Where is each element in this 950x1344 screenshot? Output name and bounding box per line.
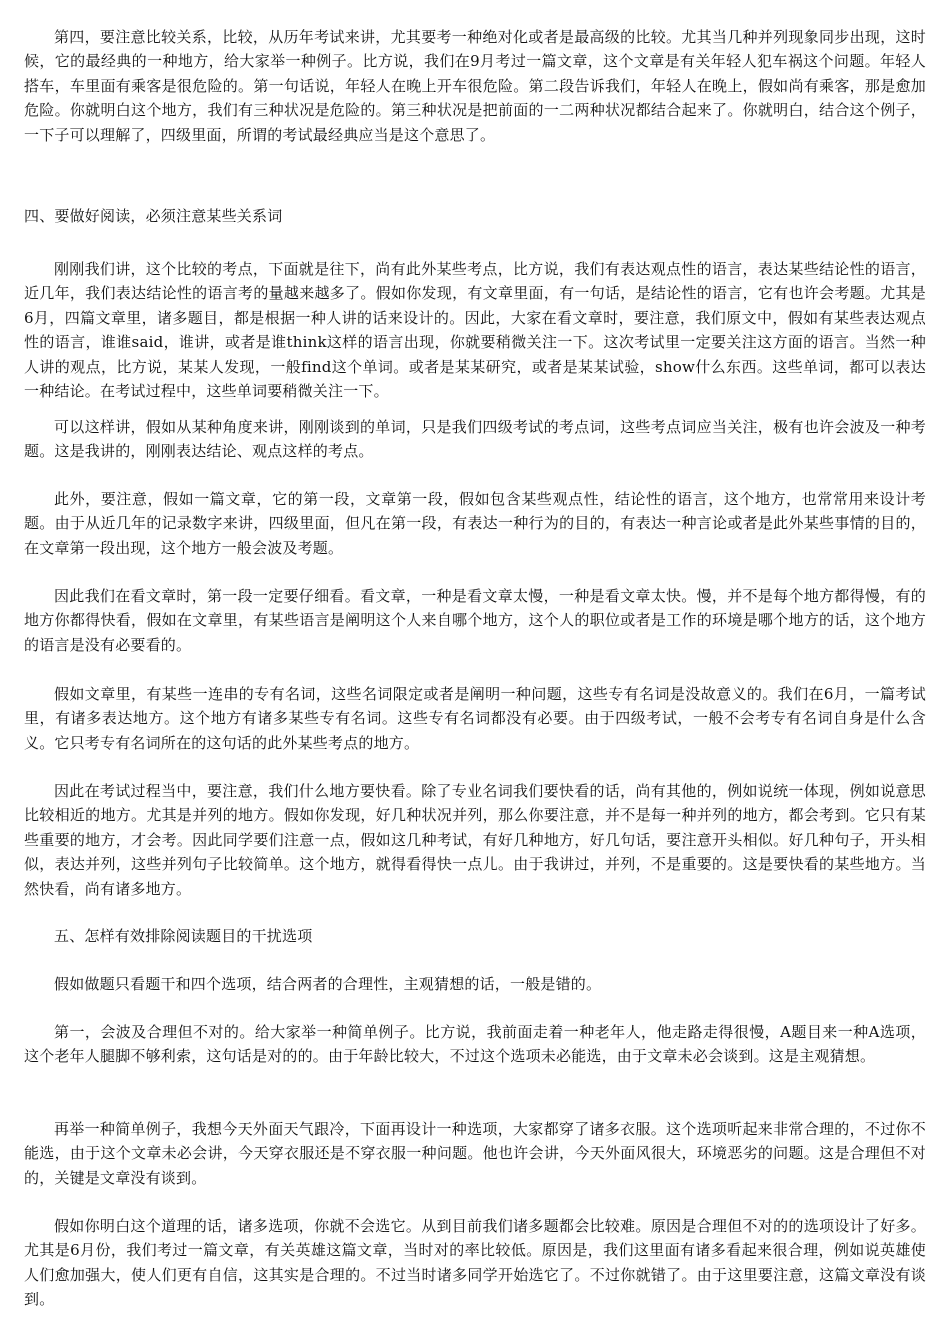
paragraph-reading-speed: 因此我们在看文章时，第一段一定要仔细看。看文章，一种是看文章太慢，一种是看文章太快。慢，并不是每个地方都得慢，有的地方你都得快看，假如在文章里，有某些语言是阐明这个人来自哪个地方，这个人的职位或者是工作的环境是哪个地方的话，这个地方的语言是没有必要看的。 (24, 587, 926, 654)
paragraph-subjective-guessing: 假如做题只看题干和四个选项，结合两者的合理性，主观猜想的话，一般是错的。 (54, 975, 602, 993)
paragraph-first-paragraph-viewpoints: 此外，要注意，假如一篇文章，它的第一段，文章第一段，假如包含某些观点性，结论性的语言，这个地方，也常常用来设计考题。由于从近几年的记录数字来讲，四级里面，但凡在第一段，有表达一种行为的目的，有表达一种言论或者是此外某些事情的目的，在文章第一段出现，这个地方一般会波及考题。 (24, 490, 926, 557)
paragraph-conclusion-language: 刚刚我们讲，这个比较的考点，下面就是往下，尚有此外某些考点，比方说，我们有表达观点性的语言，表达某些结论性的语言，近几年，我们表达结论性的语言考的量越来越多了。假如你发现，有文章里面，有一句话，是结论性的语言，它有也许会考题。尤其是6月，四篇文章里，诸多题目，都是根据一种人讲的话来设计的。因此，大家在看文章时，要注意，我们原文中，假如有某些表达观点性的语言，谁谁said，谁讲，或者是谁think这样的语言出现，你就要稍微关注一下。这次考试里一定要关注这方面的语言。当然一种人讲的观点，比方说，某某人发现，一般find这个单词。或者是某某研究，或者是某某试验，show什么东西。这些单词，都可以表达一种结论。在考试过程中，这些单词要稍微关注一下。 (24, 260, 926, 401)
section-heading-four: 四、要做好阅读，必须注意某些关系词 (24, 207, 283, 225)
paragraph-comparison-relation: 第四，要注意比较关系，比较，从历年考试来讲，尤其要考一种绝对化或者是最高级的比较。尤其当几种并列现象同步出现，这时候，它的最经典的一种地方，给大家举一种例子。比方说，我们在9月考过一篇文章，这个文章是有关年轻人犯车祸这个问题。年轻人搭车，车里面有乘客是很危险的。第一句话说，年轻人在晚上开车很危险。第二段告诉我们，年轻人在晚上，假如尚有乘客，那是愈加危险。你就明白这个地方，我们有三种状况是危险的。第三种状况是把前面的一二两种状况都结合起来了。你就明白，结合这个例子，一下子可以理解了，四级里面，所谓的考试最经典应当是这个意思了。 (24, 28, 926, 144)
paragraph-hero-article-example: 假如你明白这个道理的话，诸多选项，你就不会选它。从到目前我们诸多题都会比较难。原因是合理但不对的的选项设计了好多。尤其是6月份，我们考过一篇文章，有关英雄这篇文章，当时对的率比较低。原因是，我们这里面有诸多看起来很合理，例如说英雄使人们愈加强大，使人们更有自信，这其实是合理的。不过当时诸多同学开始选它了。不过你就错了。由于这里要注意，这篇文章没有谈到。 (24, 1217, 926, 1309)
section-heading-five: 五、怎样有效排除阅读题目的干扰选项 (54, 927, 313, 945)
paragraph-reasonable-but-wrong-example-one: 第一，会波及合理但不对的。给大家举一种简单例子。比方说，我前面走着一种老年人，他走路走得很慢，A题目来一种A选项，这个老年人腿脚不够利索，这句话是对的的。由于年龄比较大，不过这个选项未必能选，由于文章未必会谈到。这是主观猜想。 (24, 1023, 926, 1066)
paragraph-exam-keywords: 可以这样讲，假如从某种角度来讲，刚刚谈到的单词，只是我们四级考试的考点词，这些考点词应当关注，极有也许会波及一种考题。这是我讲的，刚刚表达结论、观点这样的考点。 (24, 418, 926, 461)
paragraph-reasonable-but-wrong-example-two: 再举一种简单例子，我想今天外面天气跟冷，下面再设计一种选项，大家都穿了诸多衣服。这个选项听起来非常合理的，不过你不能选，由于这个文章未必会讲，今天穿衣服还是不穿衣服一种问题。他也许会讲，今天外面风很大，环境恶劣的问题。这是合理但不对的，关键是文章没有谈到。 (24, 1120, 926, 1187)
paragraph-proper-nouns: 假如文章里，有某些一连串的专有名词，这些名词限定或者是阐明一种问题，这些专有名词是没故意义的。我们在6月，一篇考试里，有诸多表达地方。这个地方有诸多某些专有名词。这些专有名词都没有必要。由于四级考试，一般不会考专有名词自身是什么含义。它只考专有名词所在的这句话的此外某些考点的地方。 (24, 685, 926, 752)
paragraph-fast-reading-places: 因此在考试过程当中，要注意，我们什么地方要快看。除了专业名词我们要快看的话，尚有其他的，例如说统一体现，例如说意思比较相近的地方。尤其是并列的地方。假如你发现，好几种状况并列，那么你要注意，并不是每一种并列的地方，都会考到。它只有某些重要的地方，才会考。因此同学要们注意一点，假如这几种考试，有好几种地方，好几句话，要注意开头相似。好几种句子，开头相似，表达并列，这些并列句子比较简单。这个地方，就得看得快一点儿。由于我讲过，并列，不是重要的。这是要快看的某些地方。当然快看，尚有诸多地方。 (24, 782, 926, 898)
